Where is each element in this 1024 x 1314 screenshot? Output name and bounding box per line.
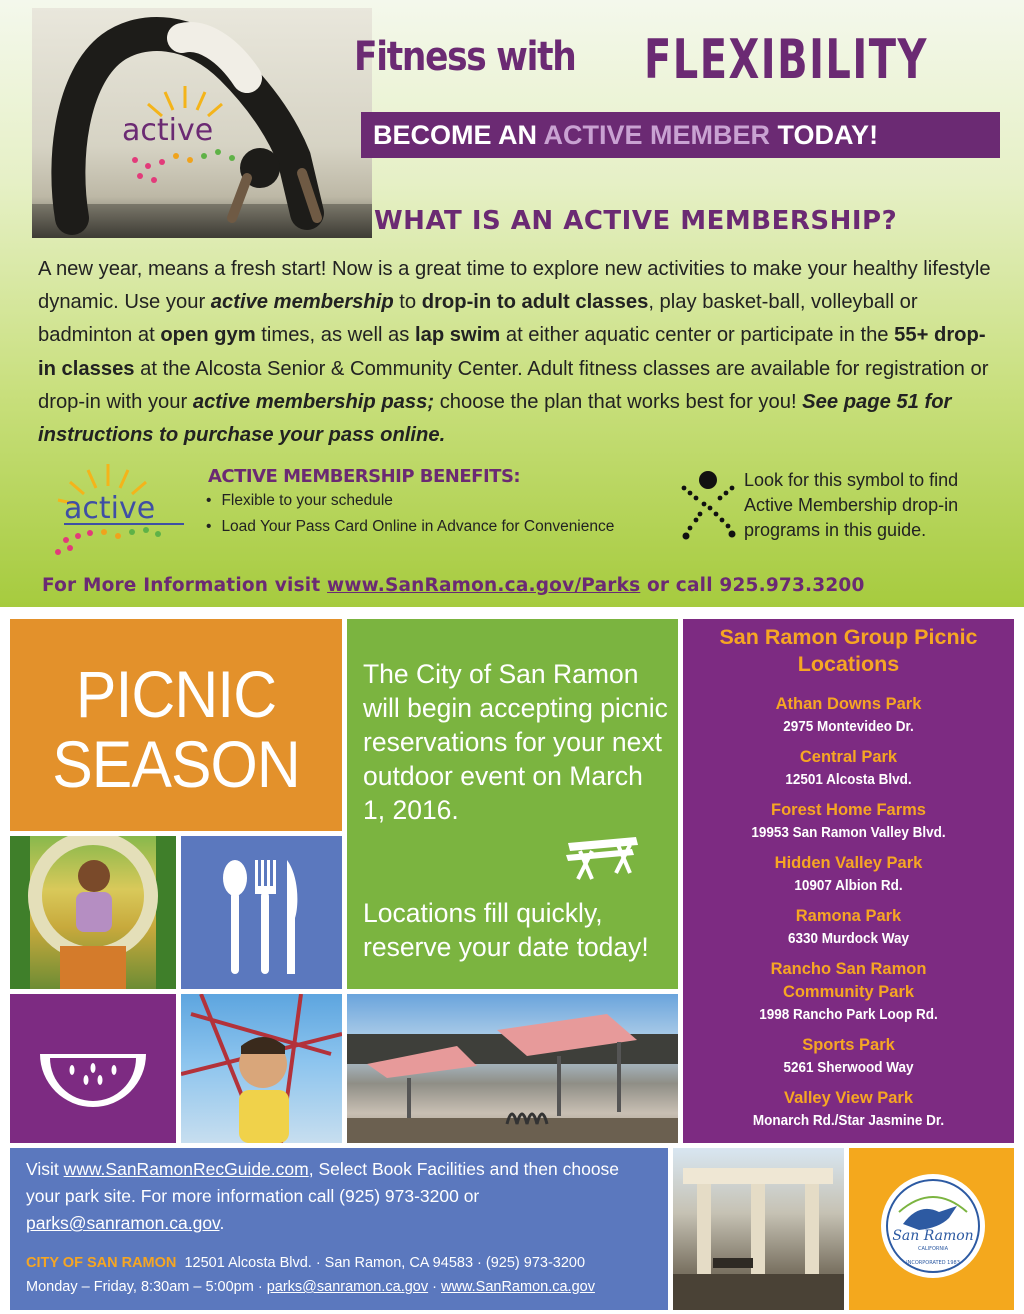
intro-paragraph: A new year, means a fresh start! Now is a great time to explore new activities to make your healthy lifestyle dynamic. Use your active membership to drop-in to adult classes, play basket-ball, volleyball or badminton at open gym times, as well as lap swim at either aquatic center or participate in the 55+ drop-in classes at the Alcosta Senior & Community Center. Adult fitness classes are available for registration or drop-in with your active membership pass; choose the plan that works best for you! See page 51 for instructions to purchase your pass online. xyxy=(38,258,991,447)
park-item: Sports Park 5261 Sherwood Way xyxy=(783,1036,914,1076)
office-hours: Monday – Friday, 8:30am – 5:00pm · parks@sanramon.ca.gov · www.SanRamon.ca.gov xyxy=(26,1279,595,1295)
city-website-link[interactable]: www.SanRamon.ca.gov xyxy=(441,1279,595,1295)
benefits-list xyxy=(206,490,614,542)
arbor-photo xyxy=(673,1148,844,1310)
booking-info-block xyxy=(10,1148,668,1310)
more-info-line: For More Information visit www.SanRamon.ca.gov/Parks or call 925.973.3200 xyxy=(42,575,865,596)
svg-text:CALIFORNIA: CALIFORNIA xyxy=(917,1246,949,1252)
hours-email-link[interactable]: parks@sanramon.ca.gov xyxy=(266,1279,429,1295)
picnic-info-block xyxy=(347,619,678,989)
benefits-title: ACTIVE MEMBERSHIP BENEFITS: xyxy=(208,466,521,487)
yoga-photo xyxy=(32,8,372,238)
utensils-icon xyxy=(181,836,342,989)
park-item: Ramona Park 6330 Murdock Way xyxy=(787,907,910,947)
svg-text:San Ramon: San Ramon xyxy=(892,1228,974,1244)
benefit-item: • Flexible to your schedule xyxy=(206,490,614,516)
san-ramon-seal-logo xyxy=(879,1172,987,1280)
park-item: Athan Downs Park 2975 Montevideo Dr. xyxy=(775,695,922,735)
banner-text-end: TODAY! xyxy=(770,120,879,150)
rec-guide-link[interactable]: www.SanRamonRecGuide.com xyxy=(63,1159,309,1179)
active-logo-icon xyxy=(110,78,260,188)
shade-pavilion-photo xyxy=(347,994,678,1143)
benefit-item: • Load Your Pass Card Online in Advance for Convenience xyxy=(206,516,614,542)
picnic-season-block xyxy=(10,619,342,831)
headline xyxy=(354,28,1004,104)
utensils-tile xyxy=(181,836,342,989)
active-membership-section xyxy=(0,0,1024,607)
picnic-season-title: PICNIC SEASON xyxy=(52,657,300,801)
park-item: Forest Home Farms 19953 San Ramon Valley Blvd. xyxy=(751,801,946,841)
park-item: Rancho San Ramon Community Park 1998 Rancho Park Loop Rd. xyxy=(759,960,938,1023)
park-list xyxy=(683,693,1014,1140)
booking-instructions: Visit www.SanRamonRecGuide.com, Select Book Facilities and then choose your park site. For more information call (925) 973-3200 or parks@sanramon.ca.gov. xyxy=(26,1159,620,1233)
parks-website-link[interactable]: www.SanRamon.ca.gov/Parks xyxy=(327,575,641,596)
svg-text:INCORPORATED 1983: INCORPORATED 1983 xyxy=(906,1260,960,1266)
park-item: Valley View Park Monarch Rd./Star Jasmine Dr. xyxy=(752,1089,945,1129)
picnic-reminder: Locations fill quickly, reserve your date today! xyxy=(363,898,649,962)
watermelon-icon xyxy=(10,994,176,1143)
logo-tile xyxy=(849,1148,1014,1310)
active-logo-icon xyxy=(38,460,188,560)
become-member-banner xyxy=(361,112,1000,158)
city-address: CITY OF SAN RAMON 12501 Alcosta Blvd. · San Ramon, CA 94583 · (925) 973-3200 xyxy=(26,1255,586,1271)
locations-title: San Ramon Group Picnic Locations xyxy=(719,625,978,676)
park-item: Central Park 12501 Alcosta Blvd. xyxy=(785,748,912,788)
symbol-description: Look for this symbol to find Active Membership drop-in programs in this guide. xyxy=(744,470,959,540)
active-membership-symbol-icon xyxy=(676,466,736,546)
climbing-kid-photo xyxy=(181,994,342,1143)
park-item: Hidden Valley Park 10907 Albion Rd. xyxy=(774,854,923,894)
parks-email-link[interactable]: parks@sanramon.ca.gov xyxy=(26,1213,220,1233)
playground-photo xyxy=(10,836,176,989)
banner-highlight: ACTIVE MEMBER xyxy=(543,120,771,150)
svg-text:active: active xyxy=(64,491,156,526)
headline-big: FLEXIBILITY xyxy=(644,28,928,91)
watermelon-tile xyxy=(10,994,176,1143)
svg-text:active: active xyxy=(122,113,214,148)
picnic-table-icon xyxy=(562,833,642,883)
headline-small: Fitness with xyxy=(354,34,576,80)
picnic-announcement: The City of San Ramon will begin accepting picnic reservations for your next outdoor event on March 1, 2016. xyxy=(363,659,668,825)
section-title: WHAT IS AN ACTIVE MEMBERSHIP? xyxy=(374,206,898,236)
banner-text: BECOME AN xyxy=(373,120,544,150)
picnic-locations-block xyxy=(683,619,1014,1143)
